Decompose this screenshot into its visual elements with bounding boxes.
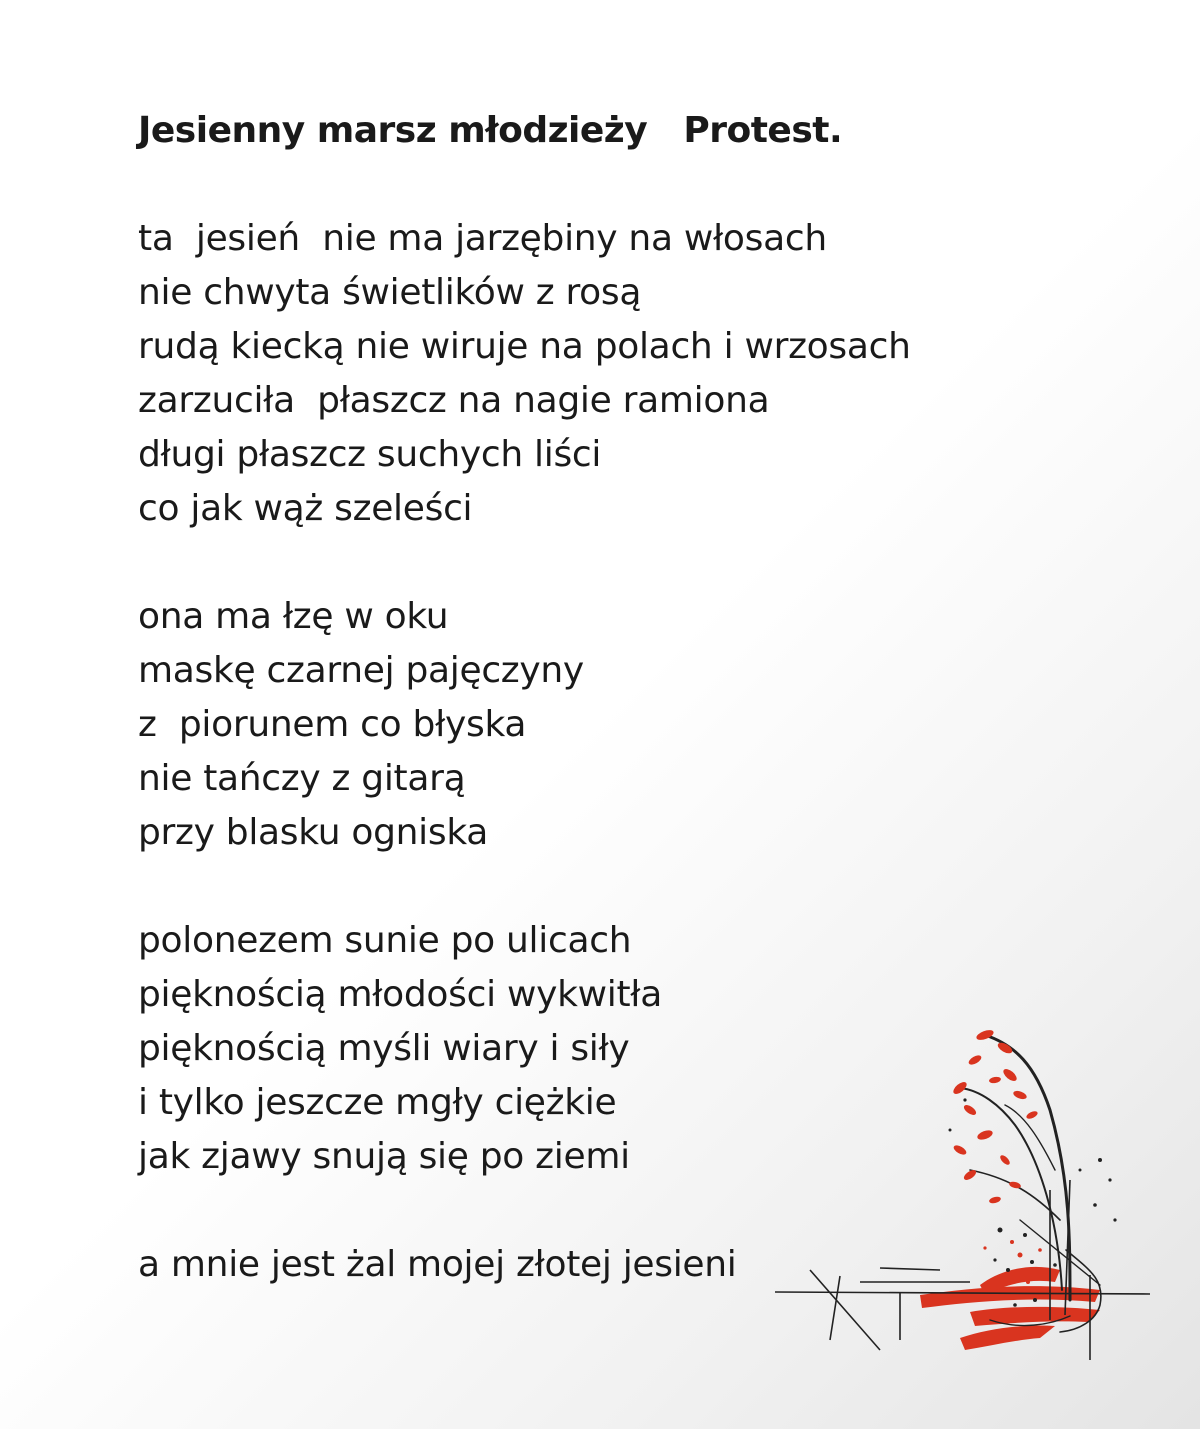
stanza-2 <box>138 590 1038 860</box>
poem-line: zarzuciła płaszcz na nagie ramiona <box>138 380 770 421</box>
poem-line: i tylko jeszcze mgły ciężkie <box>138 1082 617 1123</box>
autumn-tree-illustration <box>770 1020 1160 1380</box>
poem-line: pięknością myśli wiary i siły <box>138 1028 630 1069</box>
ground-sketch-lines <box>775 1180 1150 1360</box>
poem-line: rudą kiecką nie wiruje na polach i wrzosach <box>138 326 911 367</box>
poem-line: nie chwyta świetlików z rosą <box>138 272 642 313</box>
poem-line: ona ma łzę w oku <box>138 596 449 637</box>
poem-line: maskę czarnej pajęczyny <box>138 650 584 691</box>
poem-line: jak zjawy snują się po ziemi <box>138 1136 630 1177</box>
poem-line: polonezem sunie po ulicach <box>138 920 632 961</box>
poem-line: co jak wąż szeleści <box>138 488 473 529</box>
poem-line: z piorunem co błyska <box>138 704 527 745</box>
poem-line: długi płaszcz suchych liści <box>138 434 602 475</box>
poem-line: ta jesień nie ma jarzębiny na włosach <box>138 218 827 259</box>
red-leaves <box>951 1028 1038 1204</box>
poem-line: przy blasku ogniska <box>138 812 488 853</box>
poem-title: Jesienny marsz młodzieży Protest. <box>138 110 843 151</box>
poem-line: nie tańczy z gitarą <box>138 758 466 799</box>
stanza-1 <box>138 212 1038 536</box>
poem-line: pięknością młodości wykwitła <box>138 974 662 1015</box>
red-brush-strokes <box>920 1267 1100 1350</box>
poem-line: a mnie jest żal mojej złotej jesieni <box>138 1244 737 1285</box>
